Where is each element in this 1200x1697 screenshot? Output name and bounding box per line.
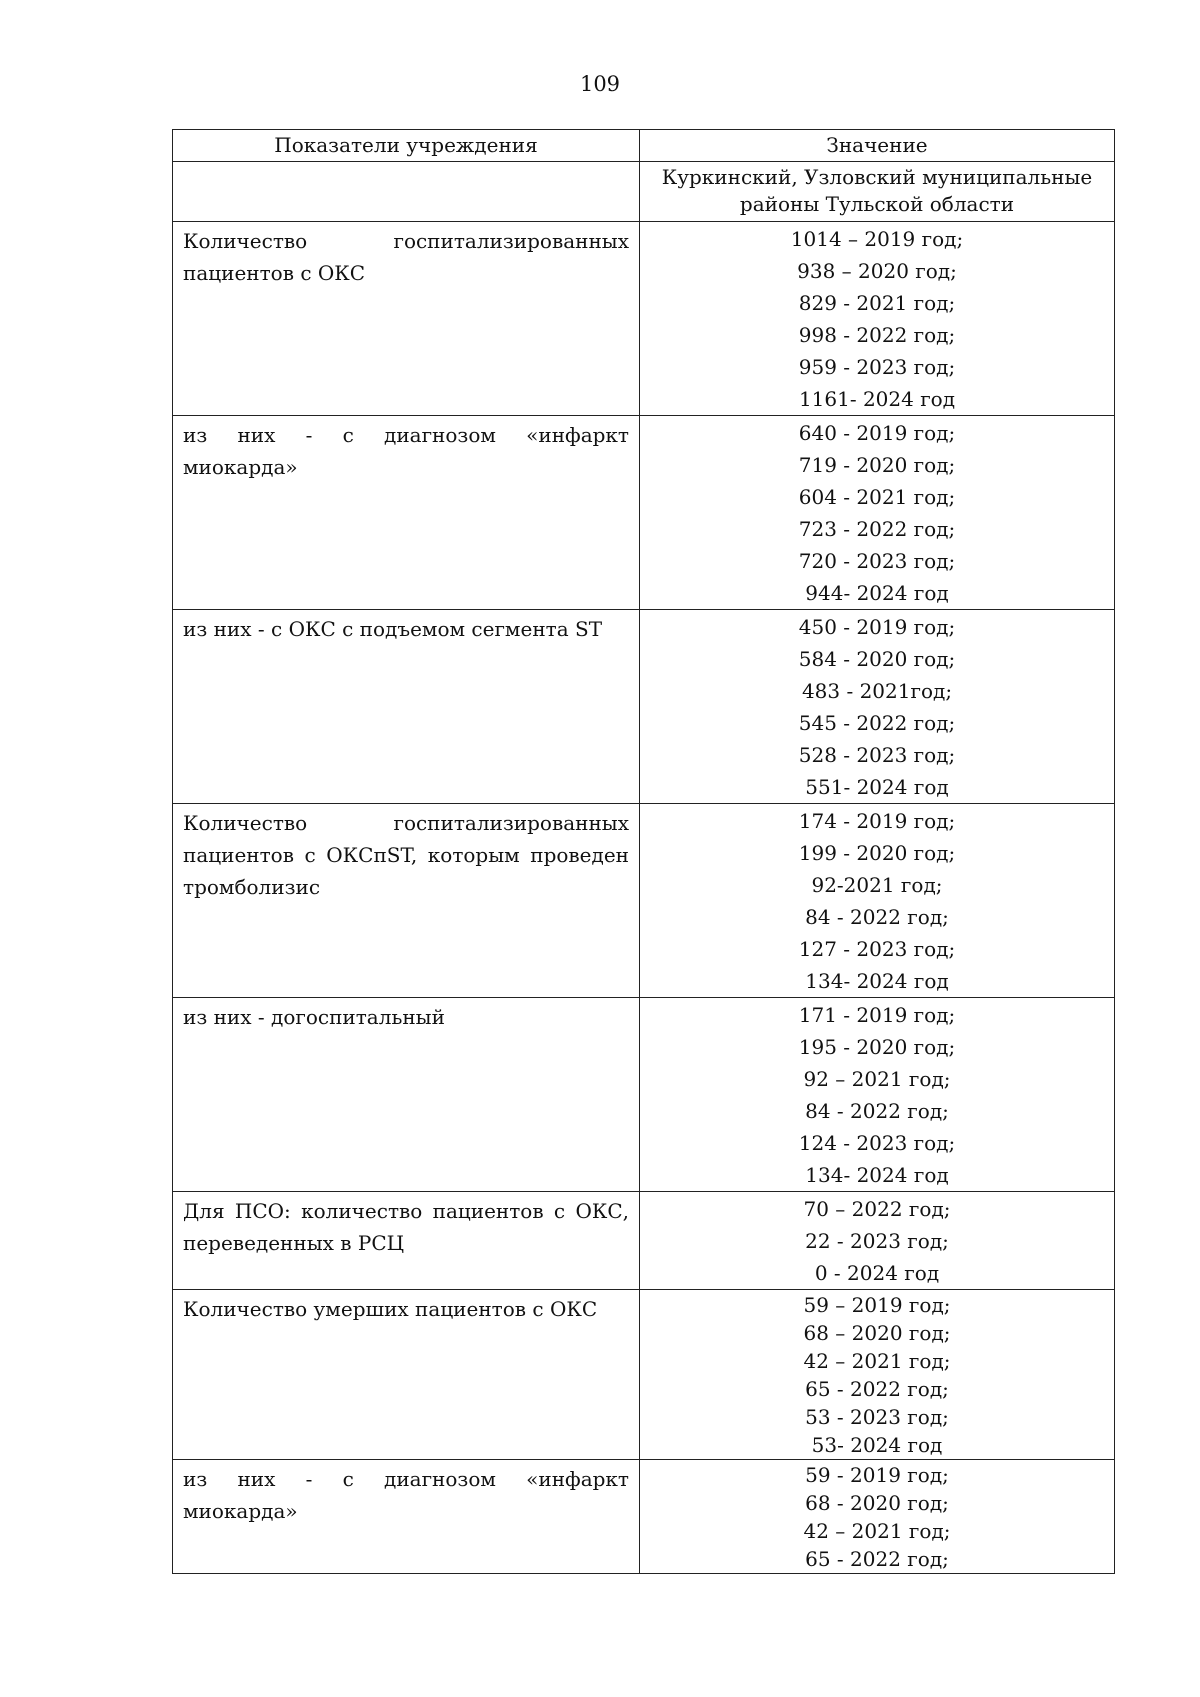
value-line: 68 - 2020 год; [805,1491,949,1515]
table-header-row [173,130,1115,162]
value-line: 528 - 2023 год; [798,743,956,767]
value-line: 584 - 2020 год; [798,647,956,671]
value-line: 59 - 2019 год; [805,1463,949,1487]
indicator-label: Количество умерших пациентов с ОКС [173,1290,640,1460]
page-number: 109 [579,72,621,96]
table-row [173,1290,1115,1460]
value-line: 640 - 2019 год; [798,421,956,445]
value-line: 127 - 2023 год; [798,937,956,961]
indicator-values [640,998,1115,1192]
value-line: 199 - 2020 год; [798,841,956,865]
indicator-values [640,804,1115,998]
indicator-values [640,1460,1115,1574]
value-line: 944- 2024 год [805,581,949,605]
indicators-table [172,129,1115,1574]
value-line: 195 - 2020 год; [798,1035,956,1059]
value-line: 53 - 2023 год; [805,1405,949,1429]
table-row [173,1192,1115,1290]
value-line: 483 - 2021год; [801,679,953,703]
indicator-values [640,610,1115,804]
indicator-values [640,1192,1115,1290]
value-line: 450 - 2019 год; [798,615,956,639]
value-line: 174 - 2019 год; [798,809,956,833]
value-line: 998 - 2022 год; [798,323,956,347]
value-line: 959 - 2023 год; [798,355,956,379]
value-line: 134- 2024 год [805,969,949,993]
value-line: 65 - 2022 год; [805,1547,949,1571]
column-header-value: Значение [640,130,1115,162]
indicator-label: Количество госпитализированных пациентов с ОКС [173,222,640,416]
value-line: 68 – 2020 год; [803,1321,951,1345]
value-line: 134- 2024 год [805,1163,949,1187]
value-line: 723 - 2022 год; [798,517,956,541]
column-header-indicators: Показатели учреждения [173,130,640,162]
value-line: 545 - 2022 год; [798,711,956,735]
region-subheader-line: Куркинский, Узловский муниципальные [661,165,1093,189]
value-line: 171 - 2019 год; [798,1003,956,1027]
value-line: 0 - 2024 год [814,1261,940,1285]
table-row [173,416,1115,610]
indicator-label: из них - с диагнозом «инфаркт миокарда» [173,1460,640,1574]
empty-cell [173,162,640,222]
value-line: 70 – 2022 год; [803,1197,951,1221]
value-line: 938 – 2020 год; [797,259,957,283]
indicator-label: из них - с диагнозом «инфаркт миокарда» [173,416,640,610]
value-line: 1014 – 2019 год; [790,227,964,251]
value-line: 551- 2024 год [805,775,949,799]
value-line: 53- 2024 год [811,1433,943,1457]
indicator-label: Для ПСО: количество пациентов с ОКС, переведенных в РСЦ [173,1192,640,1290]
indicator-values [640,1290,1115,1460]
region-subheader-line: районы Тульской области [739,192,1015,216]
value-line: 720 - 2023 год; [798,549,956,573]
value-line: 124 - 2023 год; [798,1131,956,1155]
value-line: 42 – 2021 год; [803,1519,951,1543]
table-row [173,1460,1115,1574]
value-line: 84 - 2022 год; [805,1099,949,1123]
table-row [173,610,1115,804]
value-line: 604 - 2021 год; [798,485,956,509]
value-line: 22 - 2023 год; [805,1229,949,1253]
table-subheader-row [173,162,1115,222]
value-line: 92-2021 год; [811,873,943,897]
region-subheader [640,162,1115,222]
value-line: 92 – 2021 год; [803,1067,951,1091]
value-line: 1161- 2024 год [798,387,956,411]
table-row [173,998,1115,1192]
indicator-values [640,222,1115,416]
value-line: 719 - 2020 год; [798,453,956,477]
value-line: 829 - 2021 год; [798,291,956,315]
value-line: 84 - 2022 год; [805,905,949,929]
indicator-label: из них - догоспитальный [173,998,640,1192]
table-row [173,222,1115,416]
value-line: 59 – 2019 год; [803,1293,951,1317]
table-row [173,804,1115,998]
indicator-values [640,416,1115,610]
value-line: 42 – 2021 год; [803,1349,951,1373]
indicator-label: Количество госпитализированных пациентов с ОКСпST, которым проведен тромболизис [173,804,640,998]
value-line: 65 - 2022 год; [805,1377,949,1401]
indicator-label: из них - с ОКС с подъемом сегмента ST [173,610,640,804]
